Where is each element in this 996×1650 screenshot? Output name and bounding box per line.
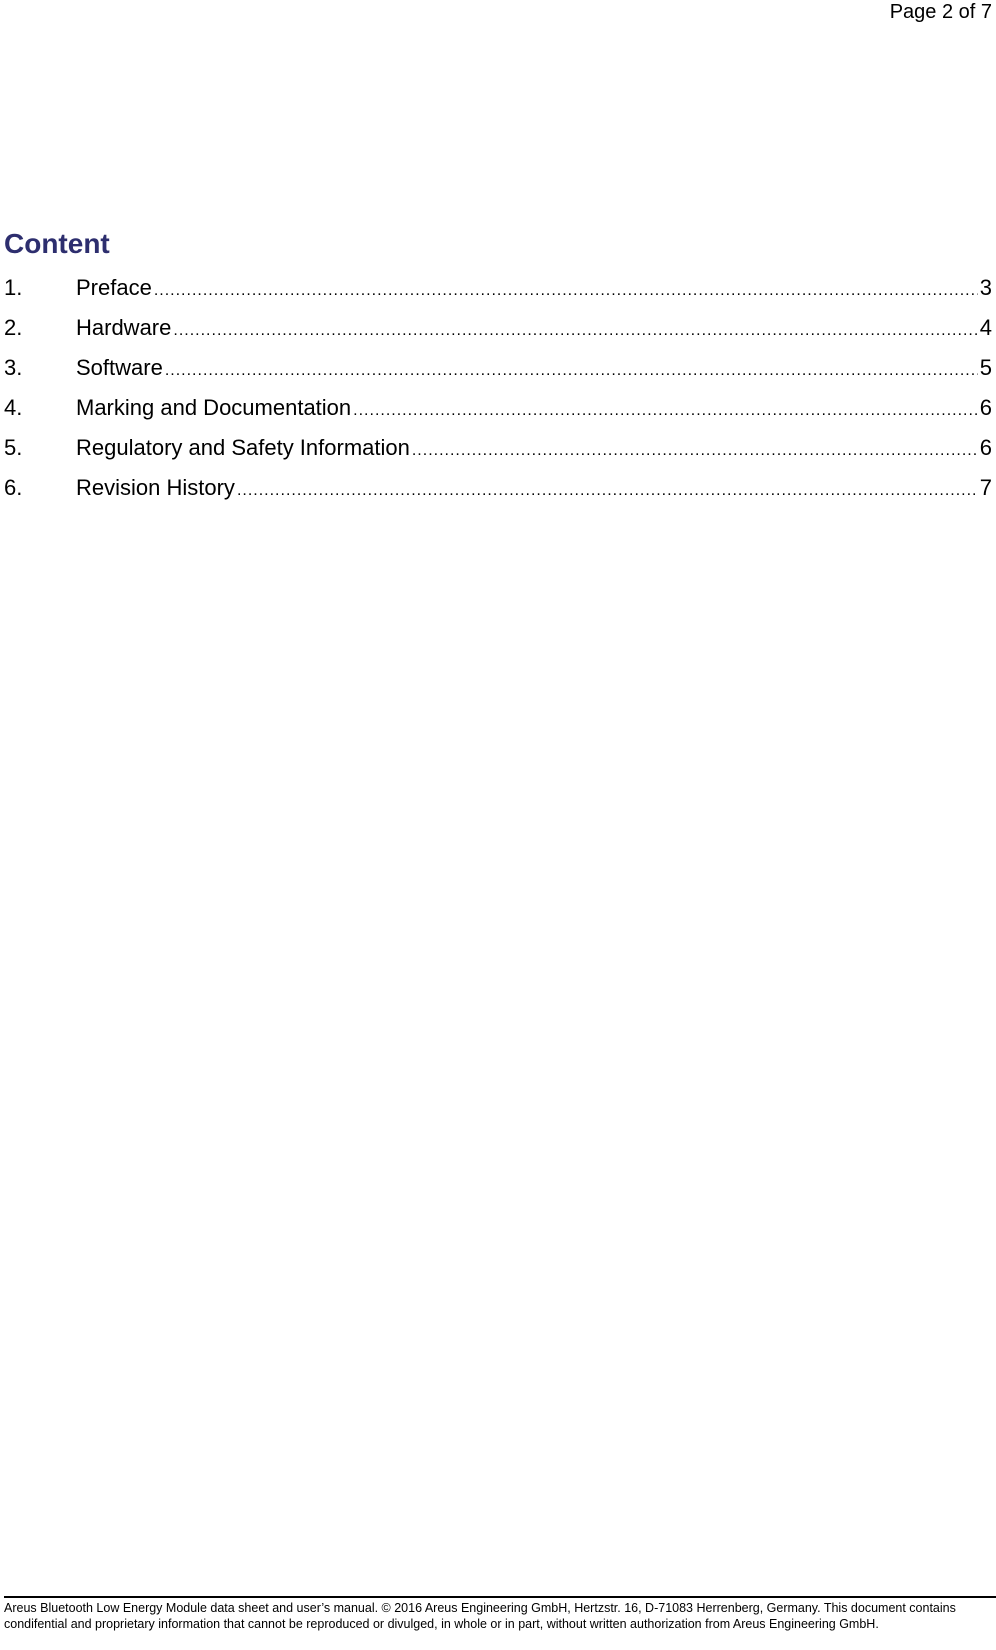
toc-entry-title[interactable]: Preface: [76, 275, 152, 300]
toc-entry-page[interactable]: 5: [979, 355, 992, 380]
toc-entry-number: 1.: [4, 275, 23, 300]
toc-entry-title[interactable]: Marking and Documentation: [76, 395, 352, 420]
toc-entry-number: 3.: [4, 355, 23, 380]
toc-dot-leader: [154, 271, 978, 311]
toc-entry-page[interactable]: 6: [979, 435, 992, 460]
toc-entry-page[interactable]: 4: [979, 315, 992, 340]
toc-dot-leader: [353, 391, 978, 431]
toc-entry-regulatory-safety[interactable]: [4, 428, 992, 468]
toc-entry-page[interactable]: 3: [979, 275, 992, 300]
toc-entry-number: 6.: [4, 475, 23, 500]
toc-entry-revision-history[interactable]: [4, 468, 992, 508]
toc-entry-title[interactable]: Revision History: [76, 475, 235, 500]
toc-entry-software[interactable]: [4, 348, 992, 388]
toc-entry-page[interactable]: 6: [979, 395, 992, 420]
toc-entry-title[interactable]: Hardware: [76, 315, 172, 340]
footer-divider: [4, 1596, 996, 1598]
toc-entry-number: 4.: [4, 395, 23, 420]
toc-heading: Content: [4, 228, 110, 259]
table-of-contents: [4, 224, 992, 508]
toc-entry-preface[interactable]: [4, 268, 992, 308]
toc-list: [4, 268, 992, 508]
toc-entry-number: 5.: [4, 435, 23, 460]
toc-entry-number: 2.: [4, 315, 23, 340]
toc-entry-page[interactable]: 7: [979, 475, 992, 500]
toc-dot-leader: [237, 471, 978, 511]
toc-dot-leader: [173, 311, 977, 351]
toc-entry-title[interactable]: Software: [76, 355, 163, 380]
toc-entry-hardware[interactable]: [4, 308, 992, 348]
toc-dot-leader: [165, 351, 978, 391]
page-number: Page 2 of 7: [889, 1, 992, 23]
toc-entry-title[interactable]: Regulatory and Safety Information: [76, 435, 410, 460]
toc-entry-marking-documentation[interactable]: [4, 388, 992, 428]
footer-copyright-notice: Areus Bluetooth Low Energy Module data sheet and user’s manual. © 2016 Areus Engineering GmbH, Hertzstr. 16, D-71083 Herrenberg, Germany. This document contains condifential and proprietary information that cannot be reproduced or divulged, in whole or in part, without written authorization from Areus Engineering GmbH.: [4, 1601, 956, 1631]
toc-dot-leader: [412, 431, 978, 471]
